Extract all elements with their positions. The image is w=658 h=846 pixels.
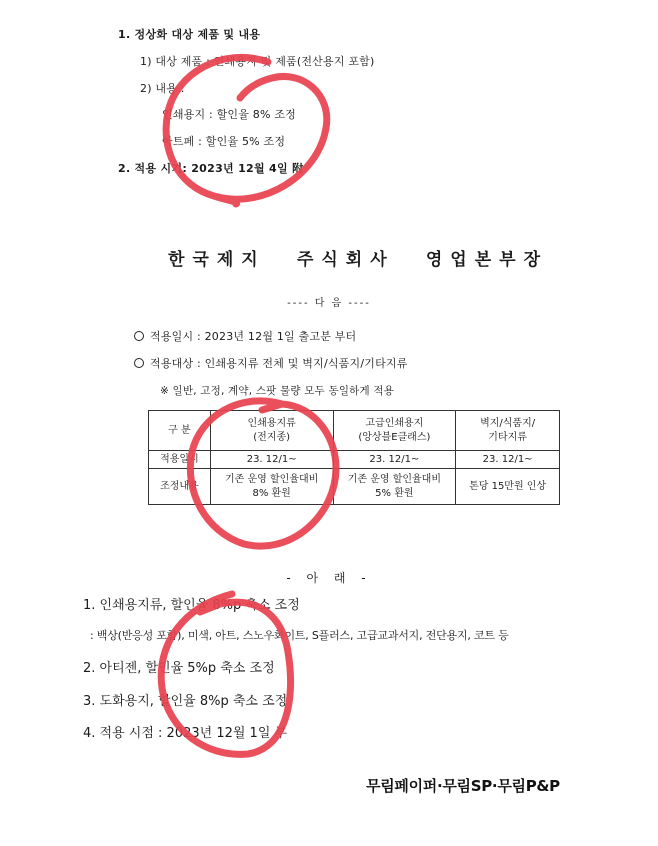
top-item-1-2: 2) 내용 :	[140, 82, 185, 95]
table-header-cell: 인쇄용지류 (전지종)	[210, 411, 333, 451]
heading-part-dept: 영업본부장	[425, 250, 548, 270]
top-item-1-2b: 아트페 : 할인율 5% 조정	[162, 135, 286, 148]
apply-target-text: 적용대상 : 인쇄용지류 전체 및 벽지/식품지/기타지류	[150, 357, 408, 370]
dagum-line: ---- 다 음 ----	[287, 298, 371, 309]
heading-part-corp: 주식회사	[296, 250, 395, 270]
arae-heading: - 아 래 -	[286, 571, 372, 585]
table-cell: 적용일시	[149, 451, 211, 469]
bottom-item-4: 4. 적용 시점 : 2023년 12월 1일 부	[83, 726, 288, 741]
table-cell: 기존 운영 할인율대비 8% 환원	[210, 469, 333, 505]
red-circle-mark-middle	[190, 401, 336, 546]
footer-company: 무림페이퍼·무림SP·무림P&P	[366, 777, 560, 795]
apply-date-text: 적용일시 : 2023년 12월 1일 출고분 부터	[150, 330, 357, 343]
top-item-1-1: 1) 대상 제품 : 인쇄용지 및 제품(전산용지 포함)	[140, 55, 375, 68]
top-item-1-2a: 인쇄용지 : 할인율 8% 조정	[162, 108, 296, 121]
top-item-1: 1. 정상화 대상 제품 및 내용	[118, 28, 261, 41]
table-cell: 톤당 15만원 인상	[456, 469, 560, 505]
table-header-cell: 구 분	[149, 411, 211, 451]
table-cell: 23. 12/1~	[210, 451, 333, 469]
top-item-2: 2. 적용 시기: 2023년 12월 4일 附	[118, 162, 304, 175]
table-header-cell: 벽지/식품지/ 기타지류	[456, 411, 560, 451]
table-cell: 기존 운영 할인율대비 5% 환원	[333, 469, 456, 505]
bottom-item-1-detail: : 백상(반응성 포함), 미색, 아트, 스노우화이트, S플러스, 고급교과서지, 전단용지, 코트 등	[90, 629, 509, 642]
red-circle-mark-bottom	[161, 594, 290, 754]
table-cell: 조정내용	[149, 469, 211, 505]
bottom-item-3: 3. 도화용지, 할인율 8%p 축소 조정	[83, 694, 288, 709]
table-header-cell: 고급인쇄용지 (앙상블E클래스)	[333, 411, 456, 451]
table-cell: 23. 12/1~	[456, 451, 560, 469]
bottom-item-1: 1. 인쇄용지류, 할인율 8%p 축소 조정	[83, 598, 300, 613]
note-text: ※ 일반, 고정, 계약, 스팟 물량 모두 동일하게 적용	[160, 385, 395, 397]
red-circle-mark-top	[166, 57, 327, 204]
table-cell: 23. 12/1~	[333, 451, 456, 469]
heading-part-company: 한국제지	[168, 250, 266, 270]
bottom-item-2: 2. 아티젠, 할인율 5%p 축소 조정	[83, 661, 275, 676]
